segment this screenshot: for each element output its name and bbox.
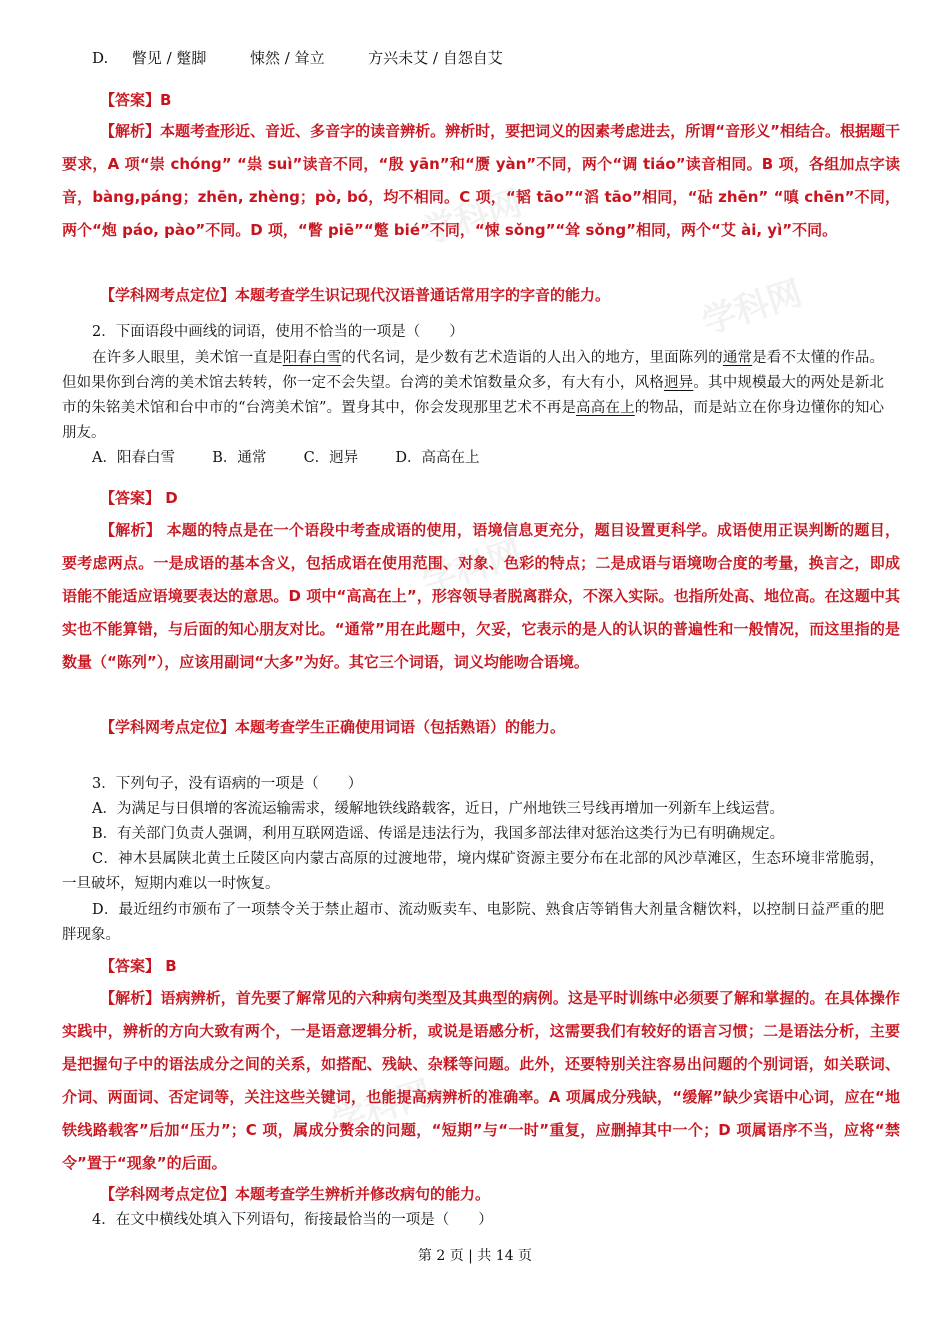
q3-analysis: 【解析】语病辨析，首先要了解常见的六种病句类型及其典型的病例。这是平时训练中必须要了解和掌握的。在具体操作实践中，辨析的方向大致有两个，一是语意逻辑分析，或说是语感分析，这需要我们有较好的语言习惯；二是语法分析，主要是把握句子中的语法成分之间的关系，如搭配、残缺、杂糅等问题。此外，还要特别关注容易出问题的个别词语，如关联词、介词、两面词、否定词等，关注这些关键词，也能提高病辨析的准确率。A 项属成分残缺，“缓解”缺少宾语中心词，应在“地铁线路载客”后加“压力”；C 项，属成分赘余的问题，“短期”与“一时”重复，应删掉其中一个；D 项属语序不当，应将“禁令”置于“现象”的后面。	[62, 989, 900, 1172]
q3-option-a: A．为满足与日俱增的客流运输需求，缓解地铁线路载客，近日，广州地铁三号线再增加一列新车上线运营。	[92, 801, 784, 817]
passage-text: 在许多人眼里，美术馆一直是	[92, 350, 283, 366]
passage-text: 。其中规模最大的两处是新北市的朱铭美术馆和台中市的“台湾美术馆”。置身其中，你会发现那里艺术不再是	[62, 375, 885, 416]
page-footer: 第 2 页 | 共 14 页	[417, 1248, 533, 1264]
option: A．阳春白雪	[92, 450, 175, 466]
option-label: D.	[92, 49, 109, 67]
q2-analysis: 【解析】 本题的特点是在一个语段中考查成语的使用，语境信息更充分，题目设置更科学。成语使用正误判断的题目，要考虑两点。一是成语的基本含义，包括成语在使用范围、对象、色彩的特点；二是成语与语境吻合度的考量，换言之，即成语能不能适应语境要表达的意思。D 项中“高高在上”，形容领导者脱离群众，不深入实际。也指所处高、地位高。在这题中其实也不能算错，与后面的知心朋友对比。“通常”用在此题中，欠妥，它表示的是人的认识的普遍性和一般情况，而这里指的是数量（“陈列”），应该用副词“大多”为好。其它三个词语，词义均能吻合语境。	[62, 521, 900, 671]
underlined-word: 阳春白雪	[282, 350, 342, 366]
q4-stem: 4．在文中横线处填入下列语句，衔接最恰当的一项是（ ）	[92, 1212, 493, 1228]
underlined-word: 迥异	[663, 375, 694, 391]
q2-passage	[62, 346, 884, 446]
q1-answer: 【答案】B	[100, 91, 172, 109]
q1-position: 【学科网考点定位】本题考查学生识记现代汉语普通话常用字的字音的能力。	[100, 286, 611, 304]
q3-answer: 【答案】 B	[100, 957, 177, 975]
q3-position: 【学科网考点定位】本题考查学生辨析并修改病句的能力。	[100, 1185, 491, 1203]
passage-text: 是看不太懂的作品。但如果你到台湾的美术馆去转转，你一定不会失望。台湾的美术馆数量众多，有大有小，风格	[62, 350, 885, 391]
watermark: 学科网	[327, 1073, 437, 1143]
q3-option-b: B．有关部门负责人强调，利用互联网造谣、传谣是违法行为，我国多部法律对惩治这类行为已有明确规定。	[92, 826, 785, 842]
option: D．高高在上	[395, 450, 480, 466]
passage-text: 的物品，而是站立在你身边懂你的知心朋友。	[62, 400, 885, 441]
word-pair: 瞥见 / 蹩脚	[131, 49, 207, 67]
option: B．通常	[212, 450, 267, 466]
q3-stem: 3．下列句子，没有语病的一项是（ ）	[92, 776, 363, 792]
q3-option-c: C．神木县属陕北黄土丘陵区向内蒙古高原的过渡地带，境内煤矿资源主要分布在北部的风沙草滩区，生态环境非常脆弱，一旦破坏，短期内难以一时恢复。	[62, 851, 884, 892]
watermark: 学科网	[417, 533, 527, 603]
q1-analysis: 【解析】本题考查形近、音近、多音字的读音辨析。辨析时，要把词义的因素考虑进去，所谓“音形义”相结合。根据题干要求，A 项“崇 chóng” “祟 suì”读音不同，“殷 yān”和“赝 yàn”不同，两个“调 tiáo”读音相同。B 项，各组加点字读音，bàng,páng；zhēn, zhèng；pò, bó，均不相同。C 项，“韬 tāo”“滔 tāo”相同，“砧 zhēn” “嗔 chēn”不同，两个“炮 páo, pào”不同。D 项，“瞥 piē”“蹩 bié”不同，“悚 sǒng”“耸 sǒng”相同，两个“艾 ài, yì”不同。	[62, 122, 900, 239]
underlined-word: 高高在上	[576, 400, 635, 416]
q2-stem: 2．下面语段中画线的词语，使用不恰当的一项是（ ）	[92, 324, 464, 340]
word-pair: 方兴未艾 / 自怨自艾	[368, 49, 503, 67]
q2-position: 【学科网考点定位】本题考查学生正确使用词语（包括熟语）的能力。	[100, 718, 566, 736]
q2-answer: 【答案】 D	[100, 489, 178, 507]
q3-option-d: D．最近纽约市颁布了一项禁令关于禁止超市、流动贩卖车、电影院、熟食店等销售大剂量含糖饮料，以控制日益严重的肥胖现象。	[62, 902, 884, 943]
watermark: 学科网	[697, 273, 807, 343]
q1-option-d	[92, 48, 503, 68]
passage-text: 的代名词，是少数有艺术造诣的人出入的地方，里面陈列的	[341, 350, 723, 366]
underlined-word: 通常	[722, 350, 753, 366]
option: C．迥异	[303, 450, 359, 466]
watermark: 学科网	[417, 183, 527, 253]
q2-options	[92, 448, 480, 468]
word-pair: 悚然 / 耸立	[249, 49, 325, 67]
